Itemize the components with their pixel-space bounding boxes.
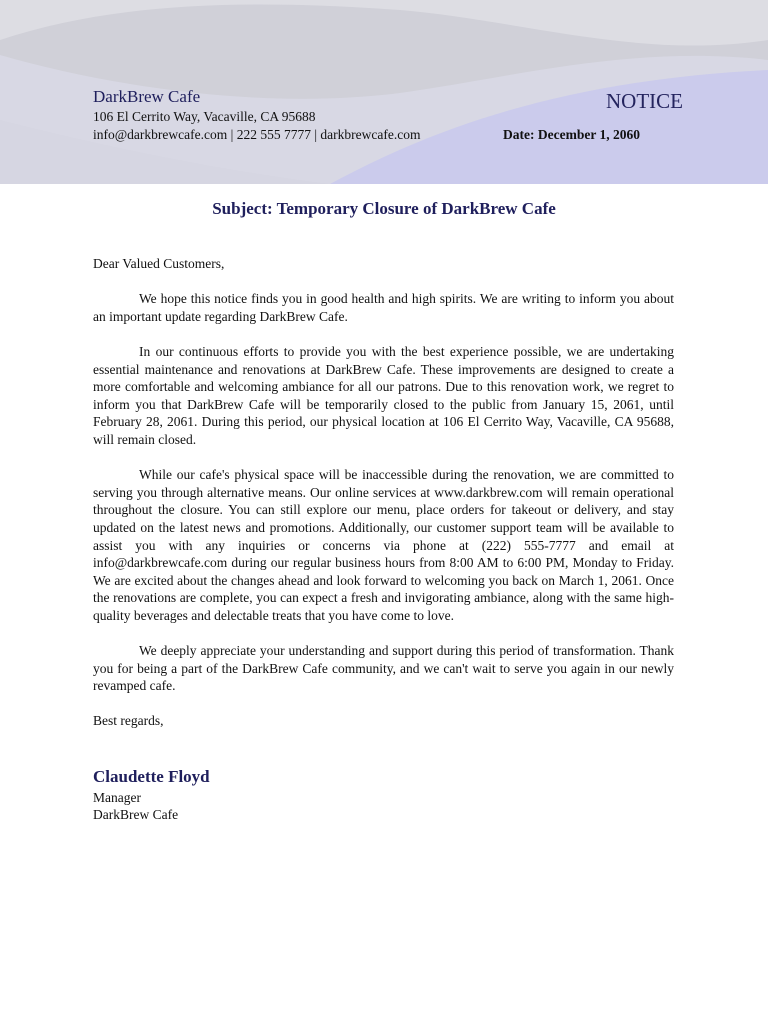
company-contact: info@darkbrewcafe.com | 222 555 7777 | darkbrewcafe.com [93, 127, 421, 142]
notice-label: NOTICE [606, 89, 683, 113]
body-paragraph: We deeply appreciate your understanding and support during this period of transformation. Thank you for being a part of the DarkBrew Cafe community, and we can't wait to serve you again in our newly revamped cafe. [93, 643, 674, 694]
letter-subject: Subject: Temporary Closure of DarkBrew Cafe [212, 199, 556, 218]
letterhead-banner [0, 0, 768, 184]
company-name: DarkBrew Cafe [93, 87, 201, 106]
signer-title: Manager [93, 790, 141, 805]
closing: Best regards, [93, 713, 164, 729]
signer-name: Claudette Floyd [93, 767, 210, 786]
letter-body [93, 255, 674, 748]
body-paragraph: We hope this notice finds you in good health and high spirits. We are writing to inform you about an important update regarding DarkBrew Cafe. [93, 291, 674, 324]
salutation: Dear Valued Customers, [93, 256, 225, 271]
company-address: 106 El Cerrito Way, Vacaville, CA 95688 [93, 109, 316, 124]
notice-date: Date: December 1, 2060 [503, 127, 640, 142]
signer-organization: DarkBrew Cafe [93, 807, 179, 822]
body-paragraph: In our continuous efforts to provide you with the best experience possible, we are undertaking essential maintenance and renovations at DarkBrew Cafe. These improvements are designed to create a more comfortable and welcoming ambiance for all our patrons. Due to this renovation work, we regret to inform you that DarkBrew Cafe will be temporarily closed to the public from January 15, 2061, until February 28, 2061. During this period, our physical location at 106 El Cerrito Way, Vacaville, CA 95688, will remain closed. [93, 343, 674, 447]
body-paragraph: While our cafe's physical space will be inaccessible during the renovation, we are committed to serving you through alternative means. Our online services at www.darkbrew.com will remain operational throughout the closure. You can still explore our menu, place orders for takeout or delivery, and stay updated on the latest news and promotions. Additionally, our customer support team will be available to assist you with any inquiries or concerns via phone at (222) 555-7777 and email at info@darkbrewcafe.com during our regular business hours from 8:00 AM to 6:00 PM, Monday to Friday. We are excited about the changes ahead and look forward to welcoming you back on March 1, 2061. Once the renovations are complete, you can expect a fresh and invigorating ambiance, along with the same high-quality beverages and delectable treats that you have come to love. [93, 467, 674, 623]
